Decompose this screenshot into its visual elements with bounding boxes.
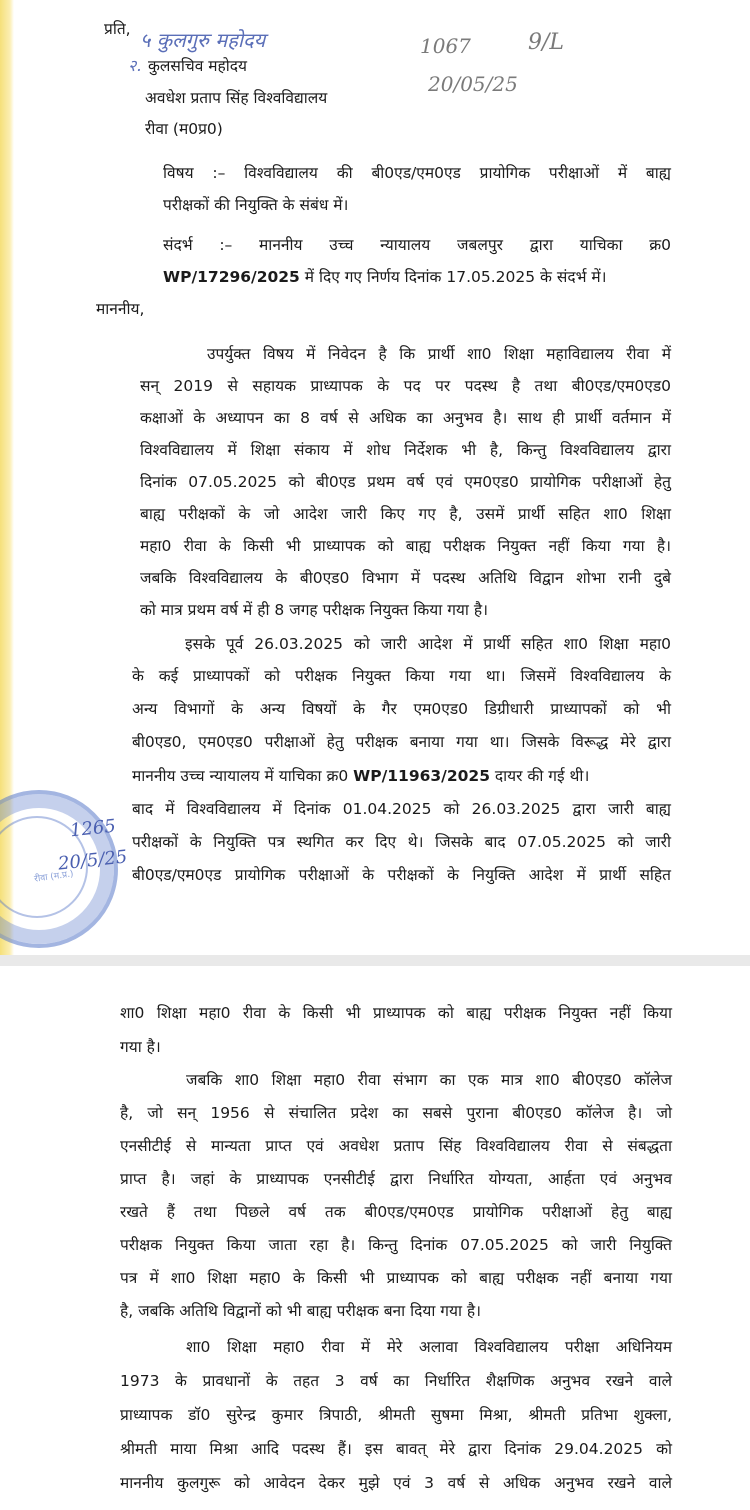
para1-line: महा0 रीवा के किसी भी प्राध्यापक को बाह्य परीक्षक नियुक्त नहीं किया गया है। (140, 537, 671, 555)
prati-label: प्रति, (104, 20, 131, 38)
para4-line: शा0 शिक्षा महा0 रीवा में मेरे अलावा विश्वविद्यालय परीक्षा अधिनियम (186, 1338, 672, 1356)
page2-line: शा0 शिक्षा महा0 रीवा के किसी भी प्राध्यापक को बाह्य परीक्षक नियुक्त नहीं किया (120, 1004, 672, 1022)
para1-line: दिनांक 07.05.2025 को बी0एड प्रथम वर्ष एवं एम0एड0 प्रायोगिक परीक्षाओं हेतु (140, 473, 671, 491)
para2-line: बी0एड/एम0एड प्रायोगिक परीक्षाओं के परीक्षकों के नियुक्ति आदेश में प्रार्थी सहित (132, 866, 671, 884)
para3-line: है, जबकि अतिथि विद्वानों को भी बाह्य परीक्षक बना दिया गया है। (120, 1302, 482, 1320)
addressee-line-3: रीवा (म0प्र0) (145, 120, 223, 138)
para4-line: प्राध्यापक डॉ0 सुरेन्द्र कुमार त्रिपाठी, श्रीमती सुषमा मिश्रा, श्रीमती प्रतिभा शुक्ला, (120, 1406, 672, 1424)
para3-line: प्राप्त है। जहां के प्राध्यापक एनसीटीई द्वारा निर्धारित योग्यता, आर्हता एवं अनुभव (120, 1170, 672, 1188)
para2-line: परीक्षकों के नियुक्ति पत्र स्थगित कर दिए थे। जिसके बाद 07.05.2025 को जारी (132, 833, 671, 851)
para2-line: इसके पूर्व 26.03.2025 को जारी आदेश में प्रार्थी सहित शा0 शिक्षा महा0 (185, 635, 671, 653)
para2-line: के कई प्राध्यापकों को परीक्षक नियुक्त किया गया था। जिसमें विश्वविद्यालय के (132, 667, 671, 685)
para2-line5-post: दायर की गई थी। (489, 767, 590, 785)
letter-page-2 (0, 966, 750, 1510)
para3-line: है, जो सन् 1956 से संचालित प्रदेश का सबसे पुराना बी0एड0 कॉलेज है। जो (120, 1104, 672, 1122)
para3-line: परीक्षक नियुक्त किया जाता रहा है। किन्तु दिनांक 07.05.2025 को जारी नियुक्ति (120, 1236, 672, 1254)
subject-line-1: विषय :– विश्वविद्यालय की बी0एड/एम0एड प्रायोगिक परीक्षाओं में बाह्य (163, 164, 671, 182)
reference-line-1: संदर्भ :– माननीय उच्च न्यायालय जबलपुर द्वारा याचिका क्र0 (163, 236, 671, 254)
para2-line5-pre: माननीय उच्च न्यायालय में याचिका क्र0 (132, 767, 354, 785)
para4-line: 1973 के प्रावधानों के तहत 3 वर्ष का निर्धारित शैक्षणिक अनुभव रखने वाले (120, 1372, 672, 1390)
para3-line: एनसीटीई से मान्यता प्राप्त एवं अवधेश प्रताप सिंह विश्वविद्यालय रीवा से संबद्धता (120, 1137, 672, 1155)
reference-case-number: WP/17296/2025 (163, 268, 300, 286)
salutation: माननीय, (96, 300, 145, 318)
reference-line-2 (163, 266, 607, 288)
para4-line: माननीय कुलगुरू को आवेदन देकर मुझे एवं 3 वर्ष से अधिक अनुभव रखने वाले (120, 1474, 672, 1492)
handwritten-inward-number: 1067 (420, 34, 471, 58)
para3-line: पत्र में शा0 शिक्षा महा0 के किसी भी प्राध्यापक को बाह्य परीक्षक नहीं बनाया गया (120, 1269, 672, 1287)
case-number-wp11963: WP/11963/2025 (353, 767, 490, 785)
handwritten-inward-date: 20/05/25 (428, 72, 518, 96)
para1-line: जबकि विश्वविद्यालय के बी0एड0 विभाग में पदस्थ अतिथि विद्वान शोभा रानी दुबे (140, 569, 671, 587)
para1-line: कक्षाओं के अध्यापन का 8 वर्ष से अधिक का अनुभव है। साथ ही प्रार्थी वर्तमान में (140, 409, 671, 427)
para4-line: श्रीमती माया मिश्रा आदि पदस्थ हैं। इस बावत् मेरे द्वारा दिनांक 29.04.2025 को (120, 1440, 672, 1458)
para2-line: अन्य विभागों के अन्य विषयों के गैर एम0एड0 डिग्रीधारी प्राध्यापकों को भी (132, 700, 671, 718)
addressee-line-2: अवधेश प्रताप सिंह विश्वविद्यालय (145, 89, 328, 107)
para1-line: को मात्र प्रथम वर्ष में ही 8 जगह परीक्षक नियुक्त किया गया है। (140, 601, 488, 619)
subject-line-2: परीक्षकों की नियुक्ति के संबंध में। (163, 196, 349, 214)
para3-line: रखते हैं तथा पिछले वर्ष तक बी0एड/एम0एड प्रायोगिक परीक्षाओं हेतु बाह्य (120, 1203, 672, 1221)
handwritten-signature: 9/L (528, 30, 565, 55)
para1-line: उपर्युक्त विषय में निवेदन है कि प्रार्थी शा0 शिक्षा महाविद्यालय रीवा में (207, 345, 671, 363)
stamp-handwritten-number: 1265 (69, 815, 117, 842)
para1-line: सन् 2019 से सहायक प्राध्यापक के पद पर पदस्थ है तथा बी0एड/एम0एड0 (140, 377, 671, 395)
para2-line-with-case (132, 765, 589, 787)
handwritten-number-2: २. (128, 56, 142, 75)
reference-line-2-text: में दिए गए निर्णय दिनांक 17.05.2025 के संदर्भ में। (299, 268, 607, 286)
para1-line: विश्वविद्यालय में शिक्षा संकाय में शोध निर्देशक भी है, किन्तु विश्वविद्यालय द्वारा (140, 441, 671, 459)
addressee-line-1: कुलसचिव महोदय (148, 57, 248, 75)
para2-line: बी0एड0, एम0एड0 परीक्षाओं हेतु परीक्षक बनाया गया था। जिसके विरूद्ध मेरे द्वारा (132, 733, 671, 751)
para2-line: बाद में विश्वविद्यालय में दिनांक 01.04.2025 को 26.03.2025 द्वारा जारी बाह्य (132, 800, 671, 818)
office-seal-text: रीवा (म.प्र.) (33, 869, 75, 885)
para3-line: जबकि शा0 शिक्षा महा0 रीवा संभाग का एक मात्र शा0 बी0एड0 कॉलेज (186, 1071, 672, 1089)
stamp-handwritten-date: 20/5/25 (57, 846, 129, 875)
page2-line: गया है। (120, 1038, 161, 1056)
handwritten-kulguru-note: ५ कुलगुरु महोदय (140, 28, 266, 52)
para1-line: बाह्य परीक्षकों के जो आदेश जारी किए गए है, उसमें प्रार्थी सहित शा0 शिक्षा (140, 505, 671, 523)
